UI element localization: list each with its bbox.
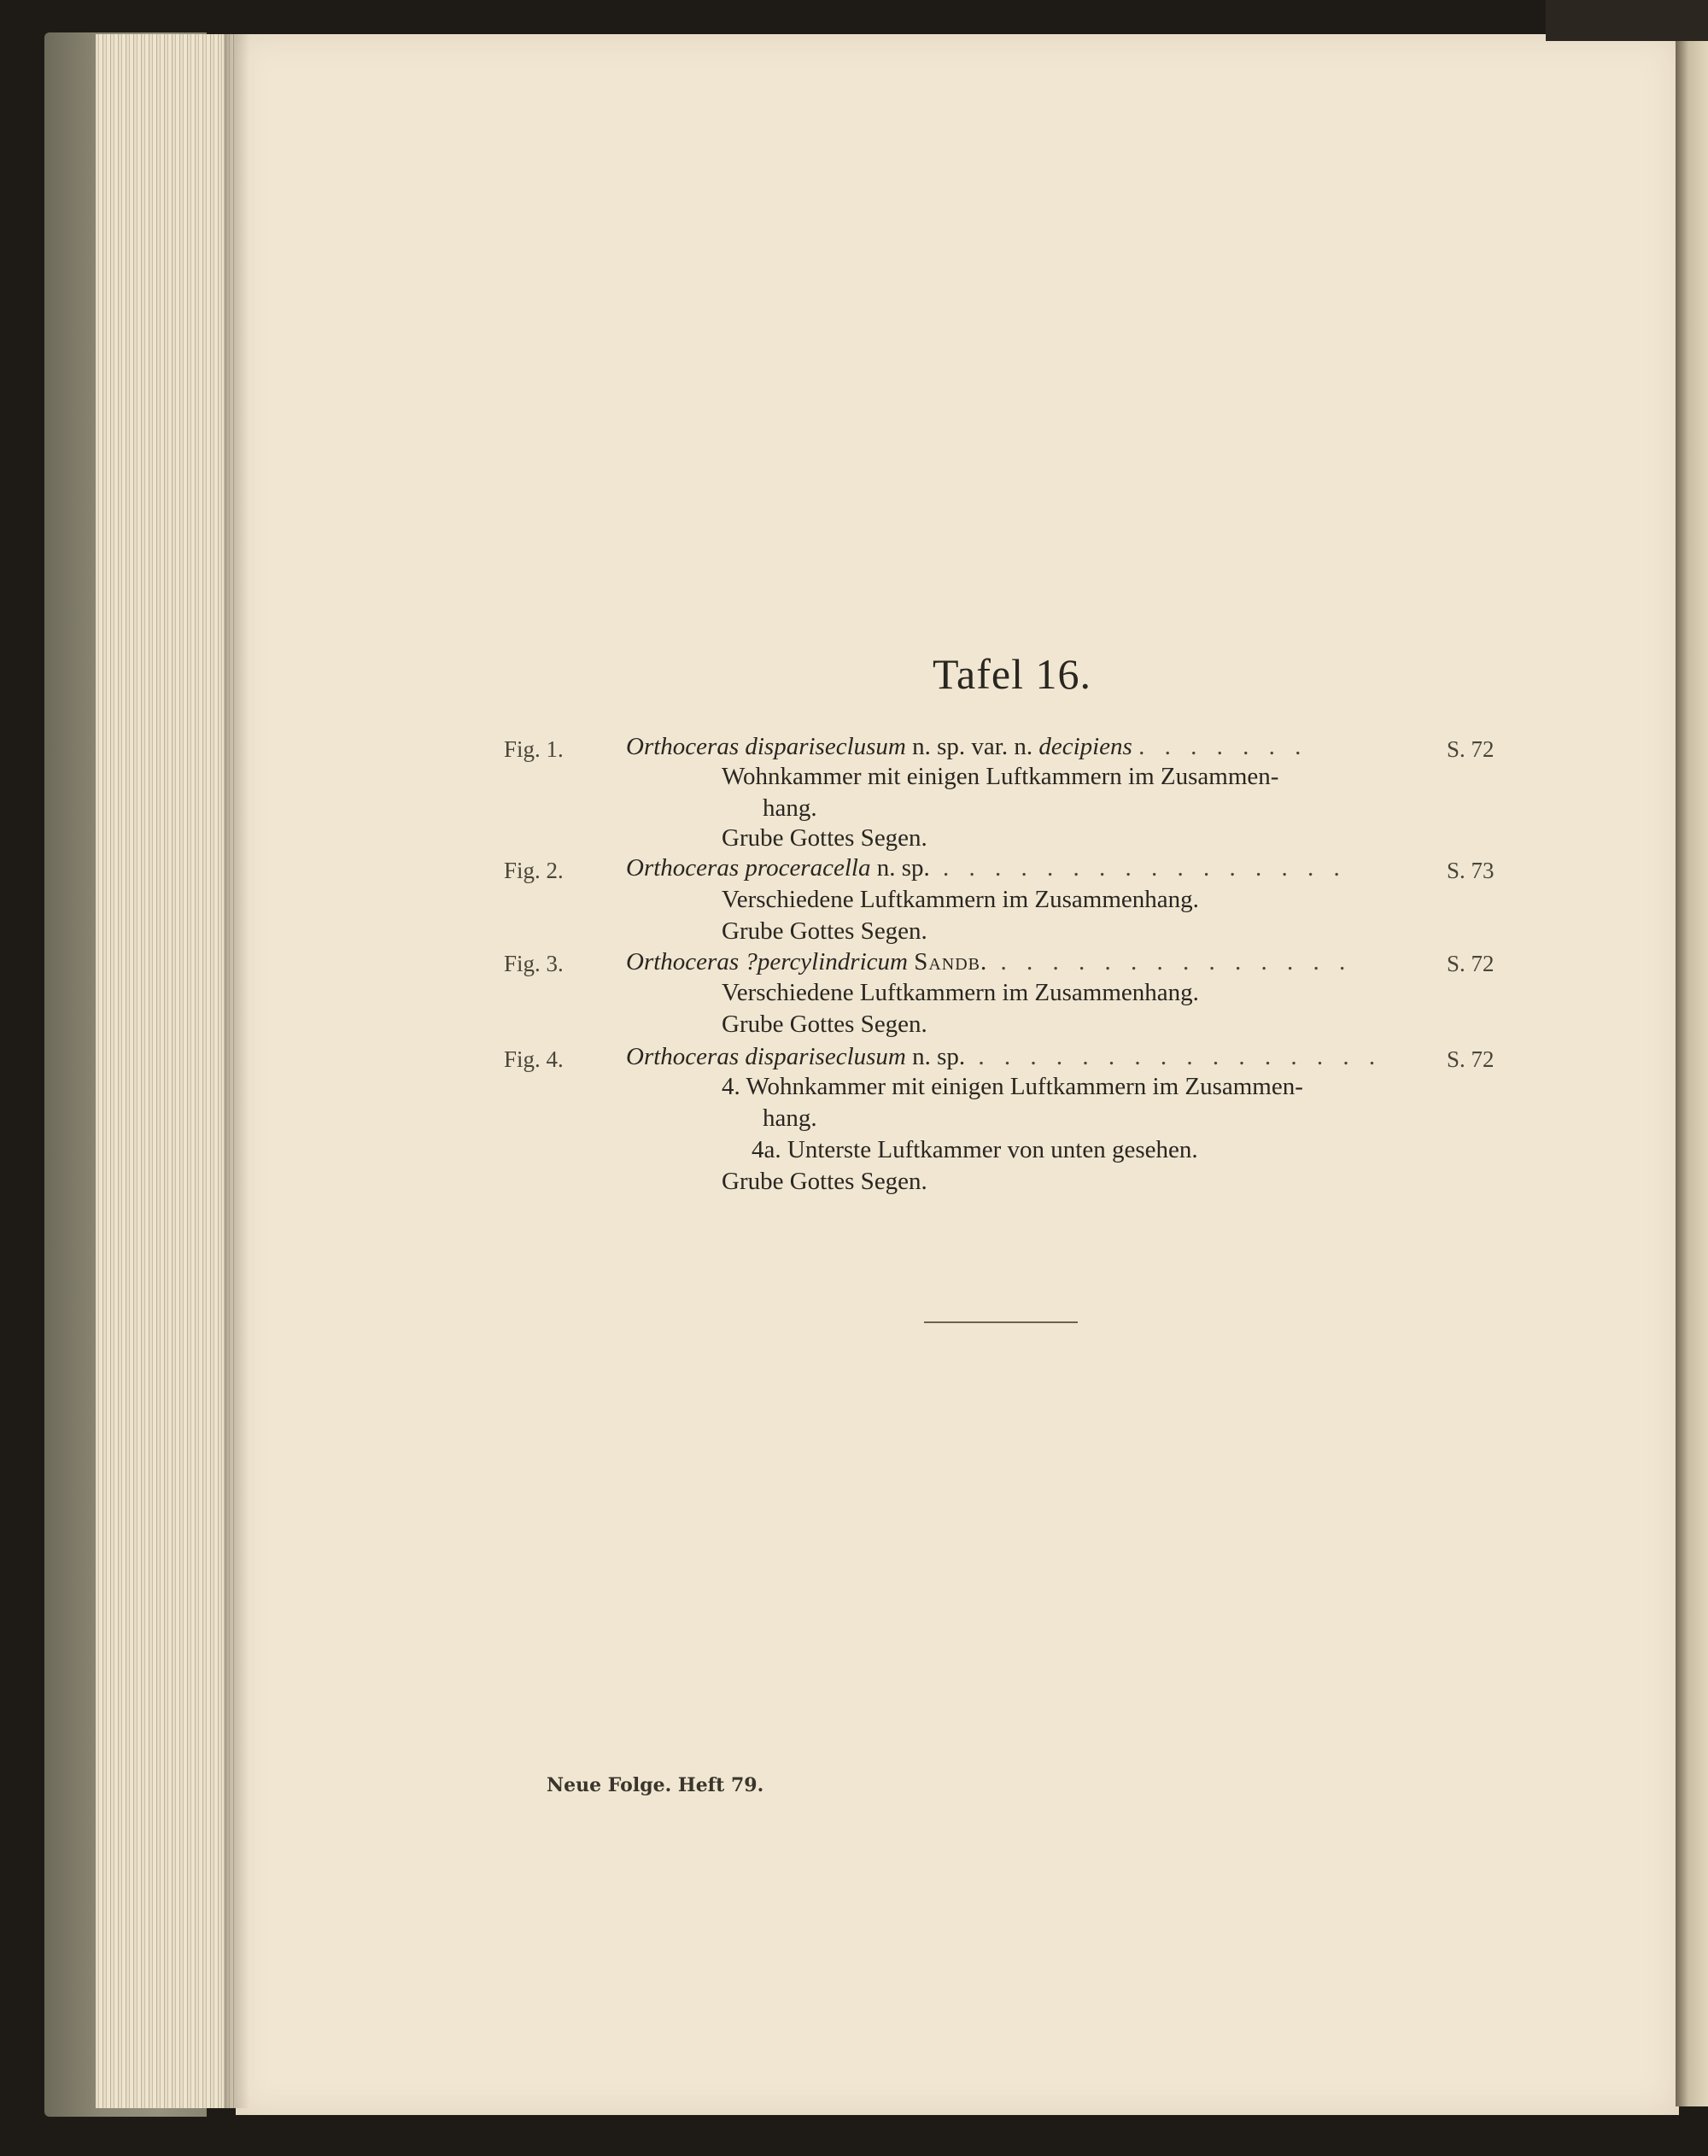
leader-dots: . . . . . . .	[1138, 733, 1308, 760]
leader-dots: . . . . . . . . . . . . . . . .	[929, 854, 1347, 882]
page-reference-4: S. 72	[1447, 1046, 1494, 1072]
page-reference-3: S. 72	[1447, 951, 1494, 976]
species-line-1	[626, 733, 1420, 761]
locality-2: Grube Gottes Segen.	[722, 917, 927, 945]
leader-dots: . . . . . . . . . . . . . .	[987, 948, 1353, 975]
fig-label-4: Fig. 4.	[504, 1046, 564, 1072]
species-name: ?percylindricum	[745, 948, 908, 975]
taxon-note: n. sp. var. n.	[912, 733, 1033, 760]
description-3: Verschiedene Luftkammern im Zusammenhang.	[722, 979, 1199, 1006]
genus-name: Orthoceras	[626, 948, 740, 975]
description-2: Verschiedene Luftkammern im Zusammenhang.	[722, 886, 1199, 913]
species-line-2	[626, 854, 1420, 882]
author-name: Sandb.	[914, 948, 988, 975]
page-reference-1: S. 72	[1447, 736, 1494, 762]
description-4-continued: hang.	[763, 1104, 817, 1132]
species-name: dispariseclusum	[745, 733, 906, 760]
fig-label-3: Fig. 3.	[504, 951, 564, 976]
genus-name: Orthoceras	[626, 854, 740, 882]
description-1-continued: hang.	[763, 794, 817, 822]
description-4a: 4a. Unterste Luftkammer von unten gesehen.	[752, 1136, 1198, 1163]
locality-1: Grube Gottes Segen.	[722, 824, 927, 852]
description-1: Wohnkammer mit einigen Luftkammern im Zusammen-	[722, 763, 1279, 790]
fig-label-2: Fig. 2.	[504, 858, 564, 883]
variety-name: decipiens	[1038, 733, 1132, 760]
page-reference-2: S. 73	[1447, 858, 1494, 883]
taxon-note: n. sp.	[912, 1043, 966, 1070]
fig-label-1: Fig. 1.	[504, 736, 564, 762]
plate-title: Tafel 16.	[933, 650, 1091, 698]
species-line-4	[626, 1043, 1420, 1071]
taxon-note: n. sp.	[876, 854, 930, 882]
species-line-3	[626, 948, 1420, 976]
locality-4: Grube Gottes Segen.	[722, 1168, 927, 1195]
genus-name: Orthoceras	[626, 1043, 740, 1070]
footer-signature: Neue Folge. Heft 79.	[547, 1774, 764, 1796]
section-divider	[924, 1321, 1078, 1323]
description-4: 4. Wohnkammer mit einigen Luftkammern im Zusammen-	[722, 1073, 1303, 1100]
genus-name: Orthoceras	[626, 733, 740, 760]
leader-dots: . . . . . . . . . . . . . . . .	[965, 1043, 1383, 1070]
species-name: dispariseclusum	[745, 1043, 906, 1070]
species-name: proceracella	[745, 854, 871, 882]
locality-3: Grube Gottes Segen.	[722, 1011, 927, 1038]
